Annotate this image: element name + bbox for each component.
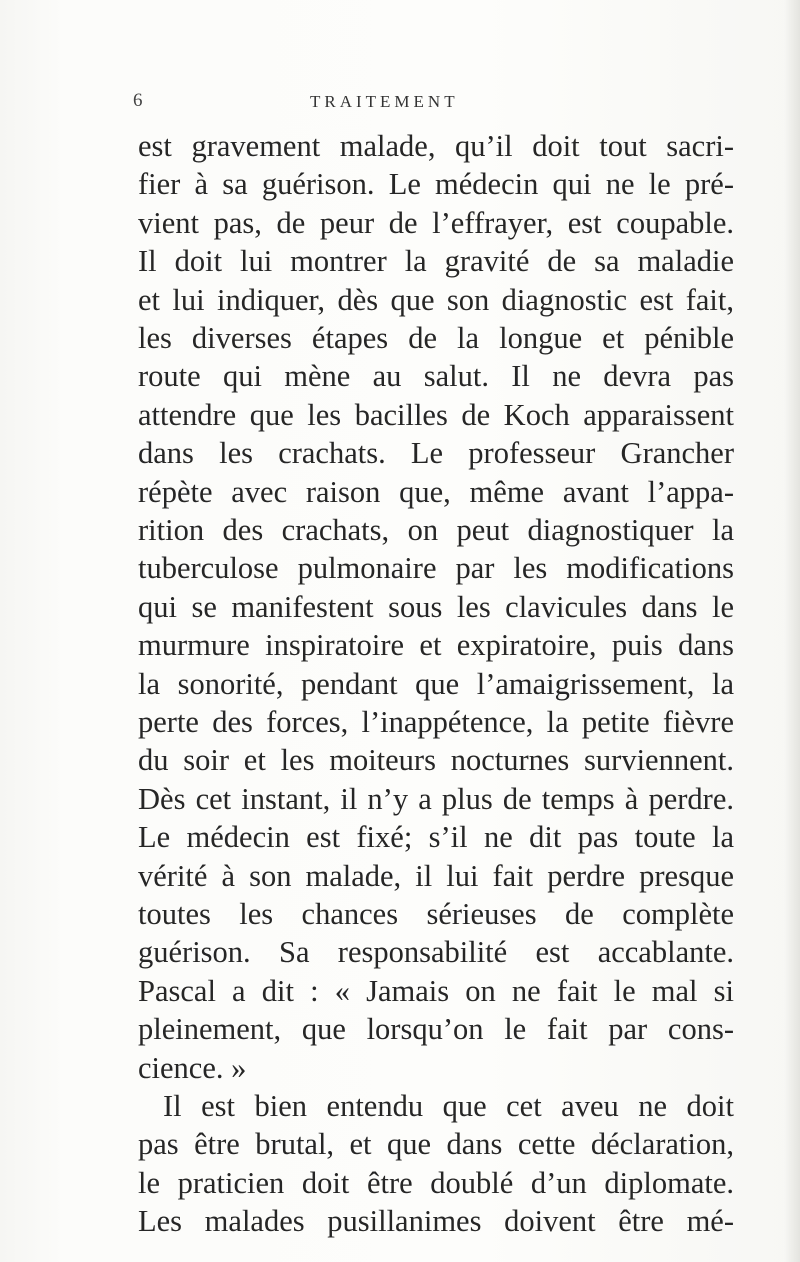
text-line: pleinement, que lorsqu’on le fait par cons- [138,1012,734,1046]
text-line: perte des forces, l’inappétence, la petite fièvre [138,705,734,739]
text-line: la sonorité, pendant que l’amaigrissement, la [138,667,734,701]
text-line: répète avec raison que, même avant l’appa- [138,475,734,509]
page-edge-shadow [784,0,800,1262]
text-line: murmure inspiratoire et expiratoire, puis dans [138,628,734,662]
text-line: du soir et les moiteurs nocturnes surviennent. [138,743,734,777]
text-line: pas être brutal, et que dans cette déclaration, [138,1127,734,1161]
text-line: Pascal a dit : « Jamais on ne fait le mal si [138,974,734,1008]
text-line: rition des crachats, on peut diagnostiquer la [138,513,734,547]
text-line: Il est bien entendu que cet aveu ne doit [163,1089,734,1123]
text-line: les diverses étapes de la longue et pénible [138,321,734,355]
text-line: guérison. Sa responsabilité est accablante. [138,935,734,969]
text-line: attendre que les bacilles de Koch apparaissent [138,398,734,432]
running-head: TRAITEMENT [310,92,459,111]
text-line: Le médecin est fixé; s’il ne dit pas toute la [138,820,734,854]
text-line: dans les crachats. Le professeur Grancher [138,436,734,470]
text-line: Il doit lui montrer la gravité de sa maladie [138,244,734,278]
text-line: qui se manifestent sous les clavicules dans le [138,590,734,624]
text-line: le praticien doit être doublé d’un diplomate. [138,1166,734,1200]
page-number: 6 [133,90,144,111]
text-line: route qui mène au salut. Il ne devra pas [138,359,734,393]
text-line: fier à sa guérison. Le médecin qui ne le pré- [138,167,734,201]
text-line: est gravement malade, qu’il doit tout sacri- [138,129,734,163]
text-line: et lui indiquer, dès que son diagnostic est fait, [138,283,734,317]
page-header [0,90,800,114]
text-line: Les malades pusillanimes doivent être mé- [138,1204,734,1238]
text-line: vérité à son malade, il lui fait perdre presque [138,859,734,893]
text-line: vient pas, de peur de l’effrayer, est coupable. [138,206,734,240]
text-line: toutes les chances sérieuses de complète [138,897,734,931]
text-line: Dès cet instant, il n’y a plus de temps à perdre. [138,782,734,816]
text-line: cience. » [138,1051,247,1085]
text-line: tuberculose pulmonaire par les modifications [138,551,734,585]
